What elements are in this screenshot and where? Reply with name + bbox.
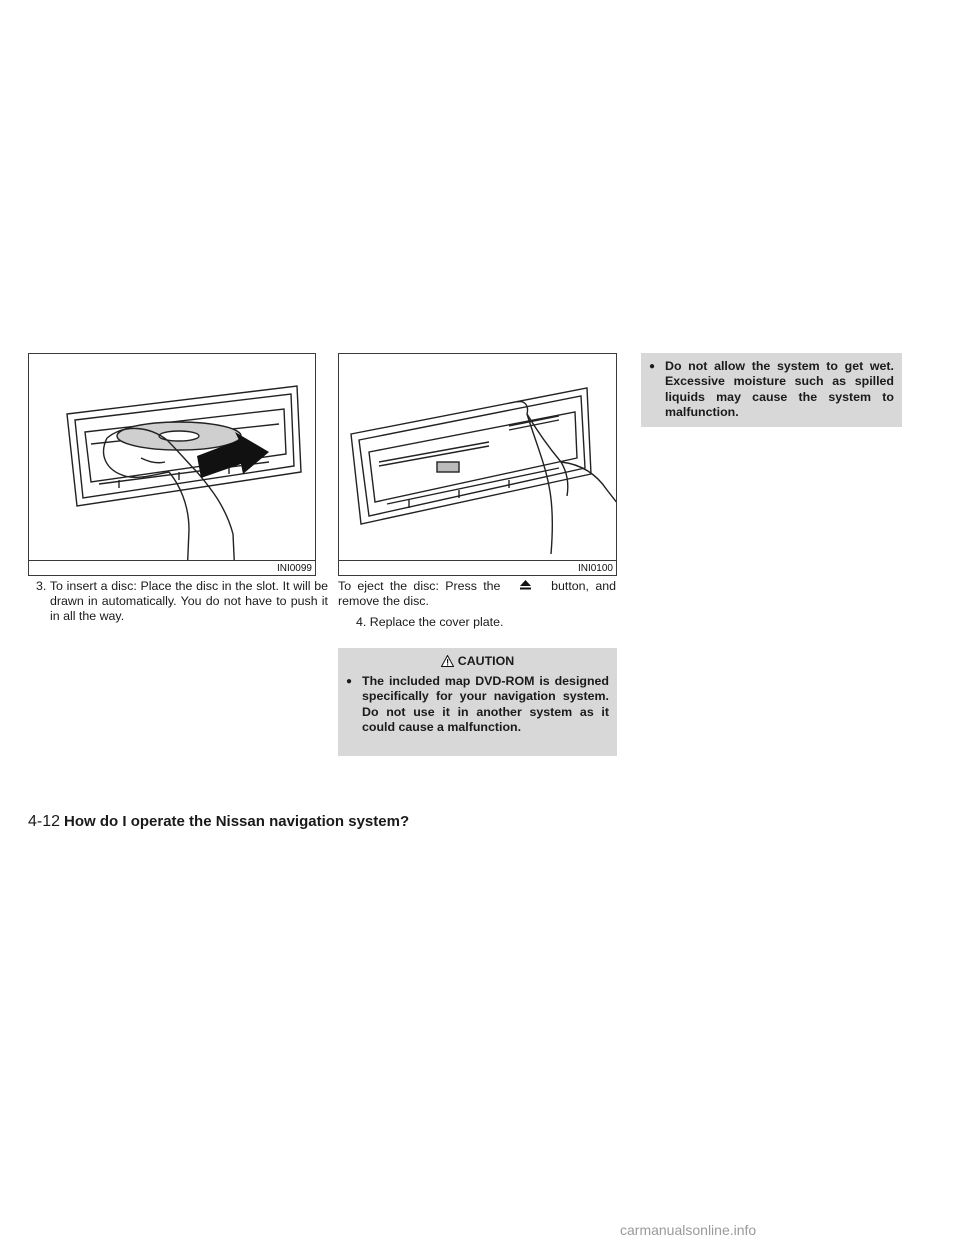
eject-text-after: button, and remove the disc. [338,579,616,609]
bullet-icon: ● [649,361,656,372]
caution-title: CAUTION [457,654,515,668]
step-4-content: 4. Replace the cover plate. [356,615,504,629]
figure-caption-strip [29,560,315,575]
step-4-text [356,615,614,630]
page-number: 4-12 [28,813,61,830]
eject-icon [507,579,545,594]
warning-triangle-icon [441,655,454,667]
bullet-icon: ● [346,676,353,687]
step-3-content: 3. To insert a disc: Place the disc in the slot. It will be drawn in automatically. You do not have to push it in all the way. [36,579,328,624]
watermark: carmanualsonline.info [620,1222,757,1238]
eject-text-before: To eject the disc: Press the [338,579,501,593]
caution-heading [346,654,609,668]
moisture-bullet-text: Do not allow the system to get wet. Excessive moisture such as spilled liquids may cause the system to malfunction. [665,359,894,420]
figure-insert-disc [28,353,316,576]
moisture-note-box [641,353,902,427]
section-title: How do I operate the Nissan navigation system? [64,813,410,830]
figure-caption-strip [339,560,616,575]
figure-eject-disc [338,353,617,576]
figure-label: INI0100 [577,563,613,574]
step-3-text [36,579,328,625]
moisture-bullet [649,359,894,421]
caution-bullet-text: The included map DVD-ROM is designed specifically for your navigation system. Do not use it in another system as it could cause a malfunction. [362,674,609,735]
figure-label: INI0099 [276,563,312,574]
insert-disc-illustration [29,354,316,576]
eject-disc-illustration [339,354,617,576]
caution-bullet [346,674,609,736]
caution-box [338,648,617,756]
page-footer [28,813,409,831]
eject-instruction [338,579,616,609]
